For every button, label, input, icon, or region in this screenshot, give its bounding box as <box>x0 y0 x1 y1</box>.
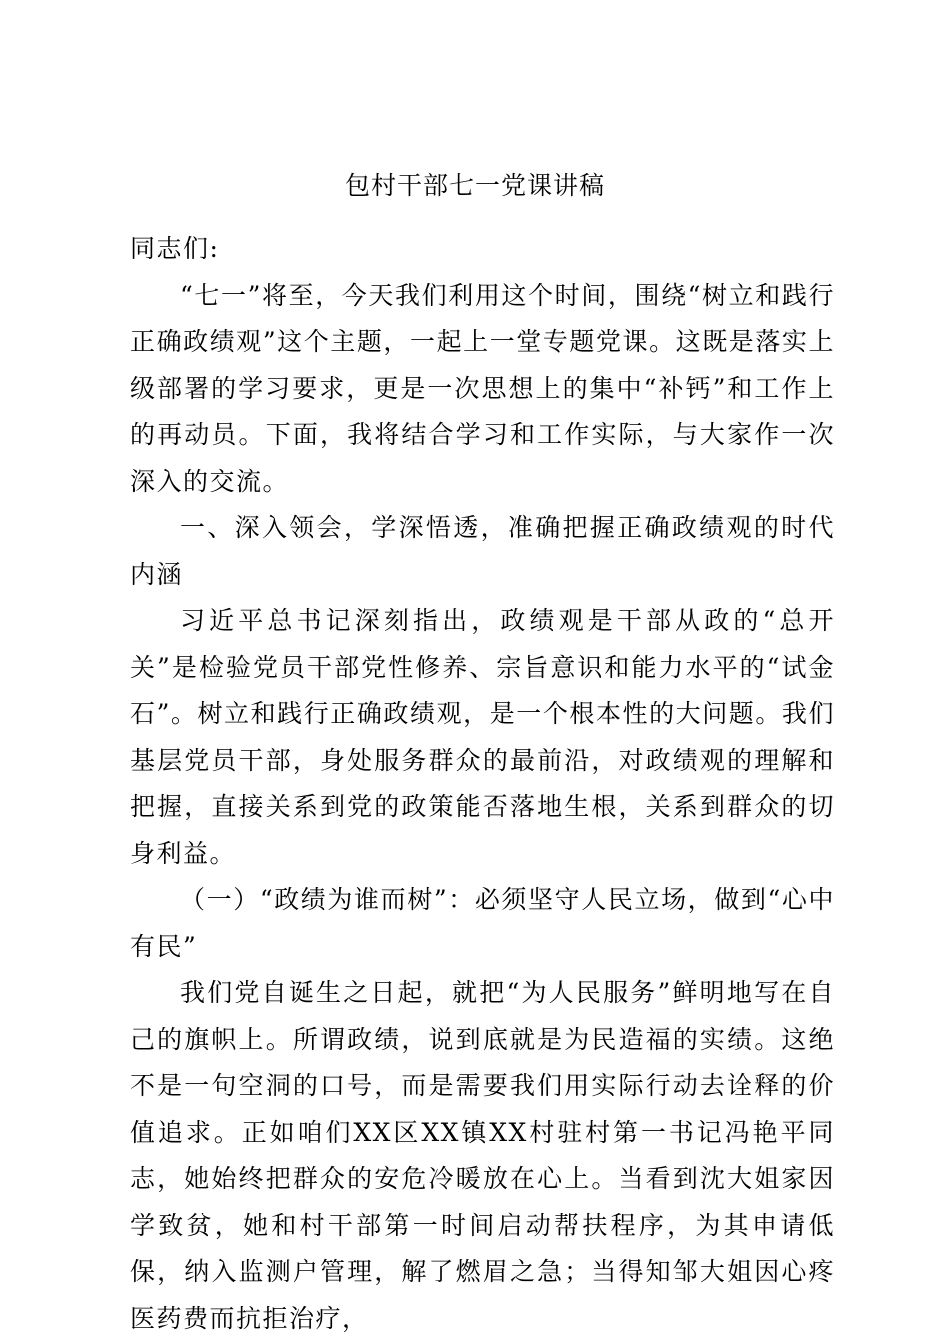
subsection-heading-1: （一）“政绩为谁而树”：必须坚守人民立场，做到“心中有民” <box>130 885 835 961</box>
section-heading-1: 一、深入领会，学深悟透，准确把握正确政绩观的时代内涵 <box>130 513 835 589</box>
document-title: 包村干部七一党课讲稿 <box>344 171 605 200</box>
body-paragraph: 习近平总书记深刻指出，政绩观是干部从政的“总开关”是检验党员干部党性修养、宗旨意识和能力水平的“试金石”。树立和践行正确政绩观，是一个根本性的大问题。我们基层党员干部，身处服务群众的最前沿，对政绩观的理解和把握，直接关系到党的政策能否落地生根，关系到群众的切身利益。 <box>130 606 835 868</box>
intro-paragraph: “七一”将至，今天我们利用这个时间，围绕“树立和践行正确政绩观”这个主题，一起上一堂专题党课。这既是落实上级部署的学习要求，更是一次思想上的集中“补钙”和工作上的再动员。下面，我将结合学习和工作实际，与大家作一次深入的交流。 <box>130 280 835 496</box>
salutation: 同志们: <box>130 234 220 263</box>
document-body <box>130 226 835 1342</box>
body-paragraph: 我们党自诞生之日起，就把“为人民服务”鲜明地写在自己的旗帜上。所谓政绩，说到底就是为民造福的实绩。这绝不是一句空洞的口号，而是需要我们用实际行动去诠释的价值追求。正如咱们XX区XX镇XX村驻村第一书记冯艳平同志，她始终把群众的安危冷暖放在心上。当看到沈大姐家因学致贫，她和村干部第一时间启动帮扶程序，为其申请低保，纳入监测户管理，解了燃眉之急；当得知邹大姐因心疼医药费而抗拒治疗， <box>130 978 835 1333</box>
